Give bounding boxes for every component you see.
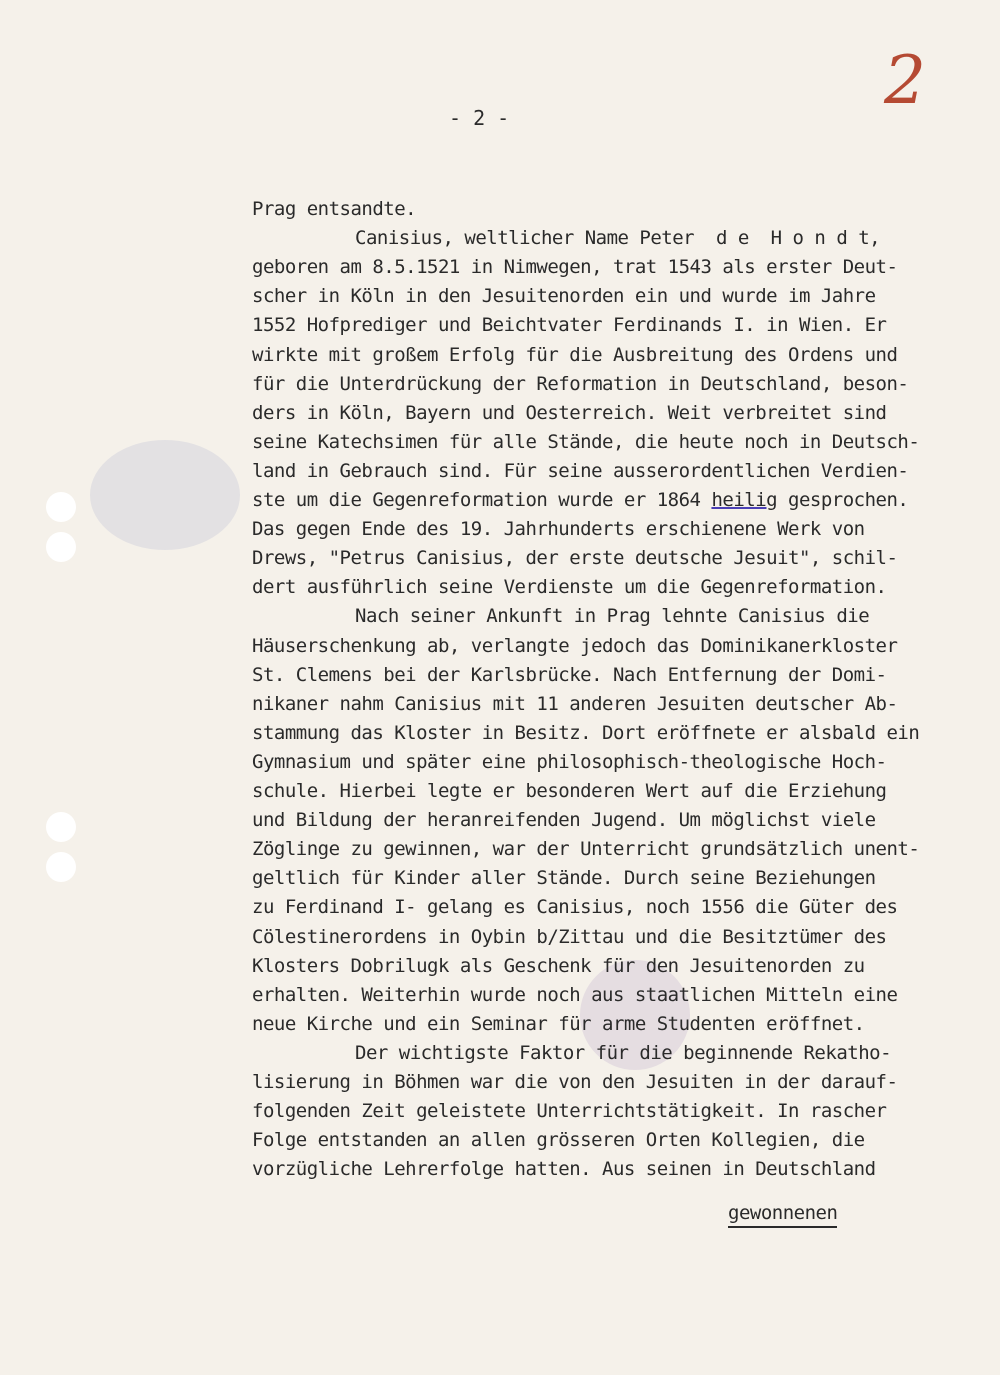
text-line: Klosters Dobrilugk als Geschenk für den Jesuitenorden zu	[252, 954, 865, 977]
text-line: wirkte mit großem Erfolg für die Ausbreitung des Ordens und	[252, 343, 898, 366]
text-line: lisierung in Böhmen war die von den Jesuiten in der darauf-	[252, 1071, 898, 1093]
text-line: stammung das Kloster in Besitz. Dort eröffnete er alsbald ein	[252, 721, 920, 744]
text-line: Canisius, weltlicher Name Peter d e H o n d t,	[355, 227, 881, 250]
text-line: ders in Köln, Bayern und Oesterreich. Weit verbreitet sind	[252, 401, 887, 424]
text-line: vorzügliche Lehrerfolge hatten. Aus seinen in Deutschland	[252, 1158, 876, 1181]
text-line: Der wichtigste Faktor für die beginnende Rekatho-	[355, 1041, 892, 1064]
text-line: und Bildung der heranreifenden Jugend. Um möglichst viele	[252, 809, 876, 832]
text-line: Cölestinerordens in Oybin b/Zittau und die Besitztümer des	[252, 925, 887, 948]
punch-hole	[46, 812, 76, 842]
page-number: - 2 -	[449, 106, 510, 130]
text-line: 1552 Hofprediger und Beichtvater Ferdinands I. in Wien. Er	[252, 314, 887, 337]
text-line: Zöglinge zu gewinnen, war der Unterricht grundsätzlich unent-	[252, 838, 920, 861]
text-line: geboren am 8.5.1521 in Nimwegen, trat 1543 als erster Deut-	[252, 256, 898, 279]
text-line: Gymnasium und später eine philosophisch-theologische Hoch-	[252, 750, 887, 773]
text-line: nikaner nahm Canisius mit 11 anderen Jesuiten deutscher Ab-	[252, 692, 898, 715]
text-line: erhalten. Weiterhin wurde noch aus staatlichen Mitteln eine	[252, 983, 898, 1006]
text-line: Drews, "Petrus Canisius, der erste deutsche Jesuit", schil-	[252, 547, 898, 570]
text-line: land in Gebrauch sind. Für seine ausserordentlichen Verdien-	[252, 459, 909, 482]
text-line: für die Unterdrückung der Reformation in Deutschland, beson-	[252, 372, 909, 395]
text-line: schule. Hierbei legte er besonderen Wert auf die Erziehung	[252, 780, 887, 802]
text-line: dert ausführlich seine Verdienste um die Gegenreformation.	[252, 576, 887, 599]
text-line: geltlich für Kinder aller Stände. Durch seine Beziehungen	[252, 867, 876, 890]
punch-hole	[46, 852, 76, 882]
faded-stamp	[90, 440, 240, 550]
text-line: Häuserschenkung ab, verlangte jedoch das Dominikanerkloster	[252, 634, 898, 657]
text-line: Das gegen Ende des 19. Jahrhunderts erschienene Werk von	[252, 518, 865, 541]
punch-hole	[46, 492, 76, 522]
underlined-word: heilig	[711, 489, 778, 511]
punch-hole	[46, 532, 76, 562]
text-line: ste um die Gegenreformation wurde er 1864 heilig gesprochen.	[252, 489, 909, 511]
text-line: zu Ferdinand I- gelang es Canisius, noch 1556 die Güter des	[252, 896, 898, 919]
text-line: scher in Köln in den Jesuitenorden ein und wurde im Jahre	[252, 285, 876, 308]
text-line: Prag entsandte.	[252, 198, 417, 220]
text-line: neue Kirche und ein Seminar für arme Studenten eröffnet.	[252, 1012, 865, 1035]
text-line: St. Clemens bei der Karlsbrücke. Nach Entfernung der Domi-	[252, 663, 887, 686]
handwritten-page-number: 2	[884, 42, 926, 119]
text-line: folgenden Zeit geleistete Unterrichtstätigkeit. In rascher	[252, 1100, 887, 1123]
catchword: gewonnenen	[728, 1202, 837, 1228]
text-line: Folge entstanden an allen grösseren Orten Kollegien, die	[252, 1129, 865, 1152]
text-line: seine Katechsimen für alle Stände, die heute noch in Deutsch-	[252, 430, 920, 453]
text-line: Nach seiner Ankunft in Prag lehnte Canisius die	[355, 605, 870, 628]
